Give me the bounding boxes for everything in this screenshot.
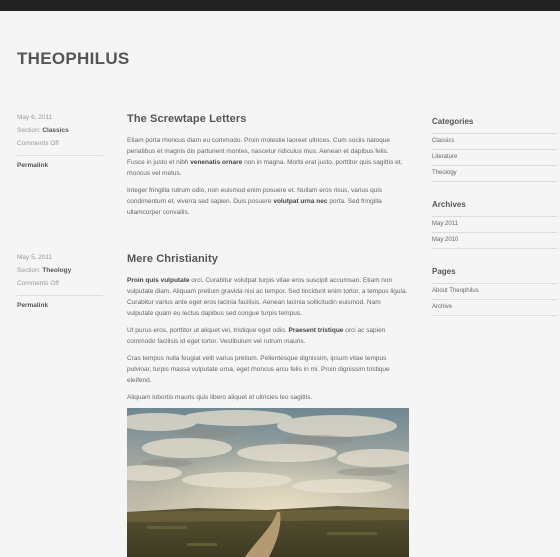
category-link[interactable]: Classics (432, 134, 557, 150)
sidebar-heading: Archives (432, 200, 466, 209)
post-section: Section: Classics (17, 127, 69, 134)
post-paragraph: Integer fringilla rutrum odio, non euismod enim posuere et. Nullam eros risus, varius quis condimentum et, viverra sed sapien. Duis posuere volutpat urna nec porta. Sed fringilla ullamcorper convallis. (127, 187, 383, 216)
post-photo (127, 408, 409, 557)
sidebar-pages (432, 267, 557, 316)
permalink-link[interactable]: Permalink (17, 302, 49, 309)
sidebar-categories (432, 117, 557, 182)
post-meta (17, 111, 103, 172)
post-paragraph: Aliquam lobortis mauris quis libero aliquet et ultricies leo sagittis. (127, 394, 313, 401)
post-article (127, 253, 408, 409)
page-link[interactable]: About Theophilus (432, 284, 557, 300)
post-comments: Comments Off (17, 280, 59, 287)
divider (17, 155, 103, 156)
post-paragraph: Etiam porta rhoncus diam eu commodo. Proin molestie laoreet ultrices. Cum sociis natoque penatibus et magnis dis parturient montes, nascetur ridiculus mus. Aenean et dapibus felis. Fusce in justo et nibh venenatis ornare non in magna. Morbi erat justo, porttitor quis sagittis et, rhoncus vel metus. (127, 137, 403, 177)
sidebar-archives (432, 200, 557, 249)
post-date: May 5, 2011 (17, 254, 53, 261)
archive-link[interactable]: May 2011 (432, 217, 557, 233)
archive-link[interactable]: May 2010 (432, 233, 557, 249)
section-link[interactable]: Classics (42, 127, 69, 134)
post-paragraph: Ut purus eros, porttitor ut aliquet vel, tristique eget odio. Praesent tristique orci ac sapien commodo facilisis id eget tortor. Vestibulum vel rutrum mauris. (127, 327, 386, 345)
post-date: May 6, 2011 (17, 114, 53, 121)
post-section: Section: Theology (17, 267, 72, 274)
post-title[interactable]: Mere Christianity (127, 253, 218, 265)
page-link[interactable]: Archive (432, 300, 557, 316)
category-link[interactable]: Literature (432, 150, 557, 166)
post-paragraph: Cras tempus nulla feugiat velit varius pretium. Pellentesque dignissim, ipsum vitae tempus pulvinar, turpis massa vulputate urna, eget rhoncus arcu felis in mi. Proin dignissim tristique eleifend. (127, 355, 390, 384)
category-link[interactable]: Theology (432, 166, 557, 182)
sidebar-heading: Categories (432, 117, 474, 126)
post-article (127, 113, 408, 224)
section-link[interactable]: Theology (42, 267, 72, 274)
sidebar-heading: Pages (432, 267, 456, 276)
post-meta (17, 251, 103, 312)
permalink-link[interactable]: Permalink (17, 162, 49, 169)
divider (17, 295, 103, 296)
post-title[interactable]: The Screwtape Letters (127, 113, 247, 125)
post-comments: Comments Off (17, 140, 59, 147)
post-paragraph: Proin quis vulputate orci. Curabitur volutpat turpis vitae eros suscipit accumsan. Etiam non vulputate diam. Aliquam pretium gravida nisi ac tempor. Sed tincidunt enim tortor, a tempus ligula. Curabitur varius ante eget eros lacinia facilisis. Aenean lacinia sollicitudin euismod. Nam vulputate quam eu lectus dapibus sed congue turpis tempus. (127, 277, 408, 317)
top-bar (0, 0, 560, 11)
site-title[interactable]: THEOPHILUS (17, 49, 130, 68)
